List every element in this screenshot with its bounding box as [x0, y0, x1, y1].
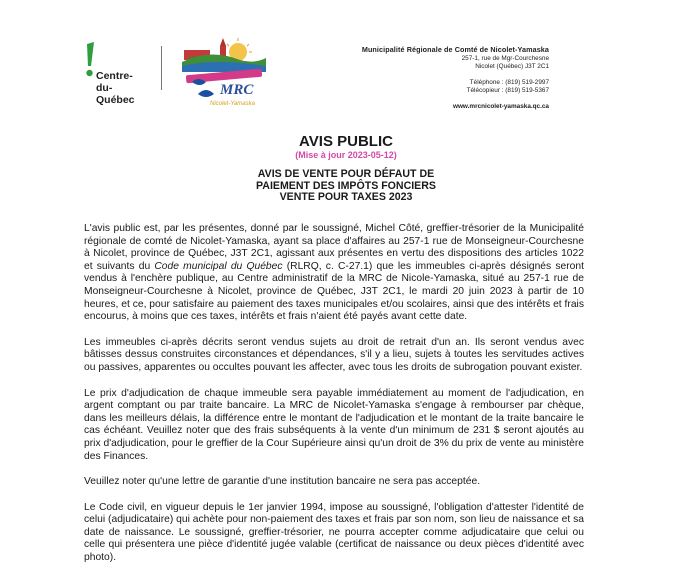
organization-name: Municipalité Régionale de Comté de Nicolet-Yamaska: [361, 45, 549, 54]
organization-address-line2: Nicolet (Québec) J3T 2C1: [475, 63, 549, 70]
paragraph-sale-announcement: L'avis public est, par les présentes, donné par le soussigné, Michel Côté, greffier-trésorier de la Municipalité régionale de comté de Nicolet-Yamaska, ayant sa place d'affaires au 257-1 rue de Monseigneur-Courchesne à Nicolet, province de Québec, J3T 2C1, agissant aux présentes en vertu des dispositions des articles 1022 et suivants du Code municipal du Québec (RLRQ, c. C-27.1) que les immeubles ci-après désignés seront vendus à l'enchère publique, au Centre administratif de la MRC de Nicole-Yamaska, situé au 257-1 rue de Monseigneur-Courchesne à Nicolet, province de Québec, J3T 2C1, le mardi 20 juin 2023 à partir de 10 heures, et ce, pour satisfaire au paiement des taxes municipales et/ou scolaires, ainsi que des intérêts et frais encourus, à moins que ces taxes, intérêts et frais n'aient été payés avant cette date.: [84, 223, 584, 323]
notice-update-date: (Mise à jour 2023-05-12): [295, 150, 397, 160]
organization-contact-block: [362, 46, 549, 111]
notice-title: AVIS PUBLIC: [299, 133, 393, 150]
paragraph-redemption-right: Les immeubles ci-après décrits seront vendus sujets au droit de retrait d'un an. Ils seront vendus avec bâtisses dessus construites circonstances et dépendances, s'il y a lieu, sujets à toutes les servitudes actives ou passives, apparentes ou occultes pouvant les affecter, avec tous les droits de subrogation pouvant exister.: [84, 336, 584, 373]
organization-website: www.mrcnicolet-yamaska.qc.ca: [452, 102, 549, 110]
paragraph-identity-requirement: Le Code civil, en vigueur depuis le 1er janvier 1994, impose au soussigné, l'obligation d'attester l'identité de celui (adjudicataire) qui achète pour non-paiement des taxes et frais par son nom, son lieu de naissance et sa date de naissance. Le soussigné, greffier-trésorier, ne pourra accepter comme adjudicataire que celui ou celle qui présentera une pièce d'identité jugée valable (certificat de naissance ou deux pièces d'identité avec photo).: [84, 501, 584, 564]
mrc-nicolet-yamaska-logo: [180, 36, 268, 108]
logo-divider: [161, 46, 162, 90]
organization-phone: Téléphone : (819) 519-2997: [469, 78, 549, 86]
notice-body: [84, 223, 584, 578]
paragraph-payment-terms: Le prix d'adjudication de chaque immeuble sera payable immédiatement au moment de l'adjudication, en argent comptant ou par traite bancaire. La MRC de Nicolet-Yamaska s'engage à rembourser par chèque, dans les meilleurs délais, la différence entre le montant de l'adjudication et le montant de la traite bancaire le cas échéant. Veuillez noter que des frais subséquents à la vente d'un minimum de 231 $ seront ajoutés au prix d'adjudication, pour le greffier de la Cour Supérieure ainsi qu'un droit de 3% du prix de vente au ministère des Finances.: [84, 387, 584, 462]
notice-subtitle: AVIS DE VENTE POUR DÉFAUT DE PAIEMENT DES IMPÔTS FONCIERS VENTE POUR TAXES 2023: [256, 168, 436, 203]
paragraph-bank-guarantee: Veuillez noter qu'une lettre de garantie d'une institution bancaire ne sera pas acceptée.: [84, 476, 481, 488]
centre-du-quebec-wordmark: Centre- du- Québec: [96, 70, 135, 106]
organization-fax: Télécopieur : (819) 519-5367: [466, 87, 549, 94]
mrc-emblem-icon: [180, 36, 268, 108]
svg-text:Nicolet-Yamaska: Nicolet-Yamaska: [210, 101, 255, 107]
organization-address-line1: 257-1, rue de Mgr-Courchesne: [461, 54, 549, 62]
svg-text:MRC: MRC: [220, 82, 254, 98]
centre-du-quebec-logo: [80, 42, 160, 106]
